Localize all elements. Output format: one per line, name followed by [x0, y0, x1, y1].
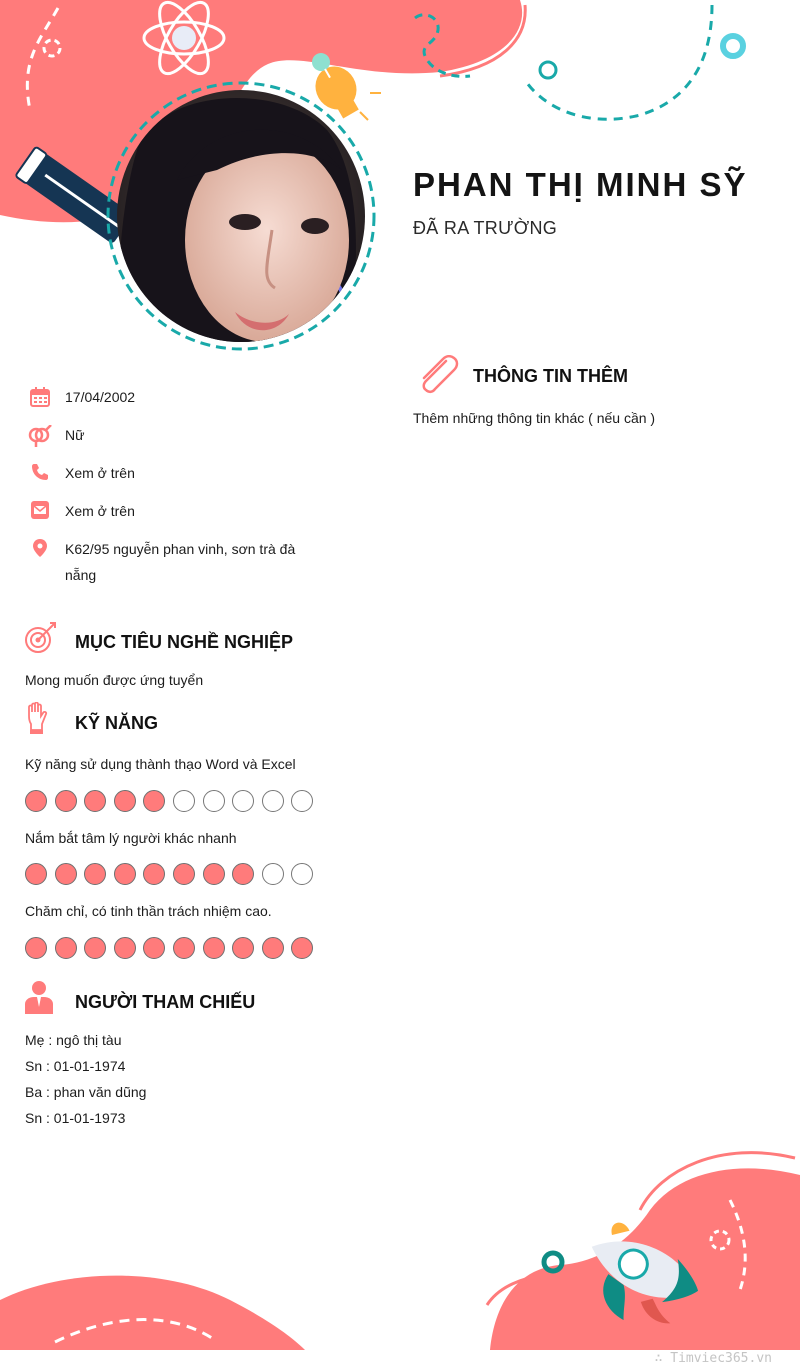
references-list [25, 1027, 146, 1131]
contact-birthdate [25, 387, 365, 410]
rating-dot-filled [84, 863, 106, 885]
gender-value: Nữ [65, 427, 85, 443]
hand-icon [26, 702, 48, 739]
contact-gender [25, 425, 365, 448]
rating-dot-filled [55, 937, 77, 959]
rating-dot-filled [143, 937, 165, 959]
references-title: NGƯỜI THAM CHIẾU [75, 992, 256, 1012]
avatar [117, 90, 365, 342]
skills-title: KỸ NĂNG [75, 713, 159, 733]
reference-line: Mẹ : ngô thị tàu [25, 1032, 122, 1048]
skill-3-rating [25, 937, 321, 959]
rating-dot-filled [25, 790, 47, 812]
rating-dot-filled [203, 937, 225, 959]
rating-dot-filled [262, 937, 284, 959]
rating-dot-empty [262, 863, 284, 885]
rating-dot-filled [114, 790, 136, 812]
rating-dot-filled [84, 790, 106, 812]
objective-text: Mong muốn được ứng tuyển [25, 672, 204, 688]
extra-title: THÔNG TIN THÊM [473, 366, 628, 386]
rating-dot-filled [114, 937, 136, 959]
person-icon [25, 980, 53, 1019]
email-icon [25, 501, 55, 523]
skill-1-rating [25, 790, 321, 812]
contact-phone [25, 463, 365, 486]
rating-dot-empty [232, 790, 254, 812]
candidate-status: ĐÃ RA TRƯỜNG [413, 218, 558, 238]
skill-2-rating [25, 863, 321, 885]
rating-dot-filled [55, 790, 77, 812]
gender-icon [25, 425, 55, 447]
target-icon [24, 621, 58, 660]
paperclip-icon [416, 355, 460, 400]
reference-line: Sn : 01-01-1973 [25, 1110, 126, 1126]
skill-1-label: Kỹ năng sử dụng thành thạo Word và Excel [25, 756, 296, 772]
rating-dot-filled [84, 937, 106, 959]
objective-title: MỤC TIÊU NGHỀ NGHIỆP [75, 632, 294, 652]
phone-value: Xem ở trên [65, 465, 135, 481]
rating-dot-filled [25, 863, 47, 885]
skill-3-label: Chăm chỉ, có tinh thần trách nhiệm cao. [25, 903, 272, 919]
watermark: ∴ Timviec365.vn [654, 1351, 772, 1366]
rating-dot-filled [173, 863, 195, 885]
rating-dot-filled [55, 863, 77, 885]
candidate-name: PHAN THỊ MINH SỸ [413, 166, 748, 203]
phone-icon [25, 463, 55, 485]
rating-dot-filled [173, 937, 195, 959]
rating-dot-empty [291, 863, 313, 885]
rating-dot-filled [291, 937, 313, 959]
location-pin-icon [25, 539, 55, 561]
rating-dot-filled [143, 790, 165, 812]
rating-dot-filled [25, 937, 47, 959]
contact-address [25, 539, 365, 588]
rating-dot-empty [173, 790, 195, 812]
reference-line: Sn : 01-01-1974 [25, 1058, 126, 1074]
reference-line: Ba : phan văn dũng [25, 1084, 147, 1100]
extra-text: Thêm những thông tin khác ( nếu cần ) [413, 410, 656, 426]
rating-dot-empty [262, 790, 284, 812]
contact-email [25, 501, 365, 524]
address-value: K62/95 nguyễn phan vinh, sơn trà đà nẵng [65, 541, 296, 583]
rating-dot-empty [291, 790, 313, 812]
rating-dot-filled [232, 937, 254, 959]
birthdate-value: 17/04/2002 [65, 389, 136, 405]
rating-dot-filled [232, 863, 254, 885]
rating-dot-filled [143, 863, 165, 885]
calendar-icon [25, 387, 55, 409]
rating-dot-filled [114, 863, 136, 885]
rating-dot-filled [203, 863, 225, 885]
email-value: Xem ở trên [65, 503, 135, 519]
rating-dot-empty [203, 790, 225, 812]
skill-2-label: Nắm bắt tâm lý người khác nhanh [25, 830, 237, 846]
rocket-icon [572, 1216, 711, 1340]
